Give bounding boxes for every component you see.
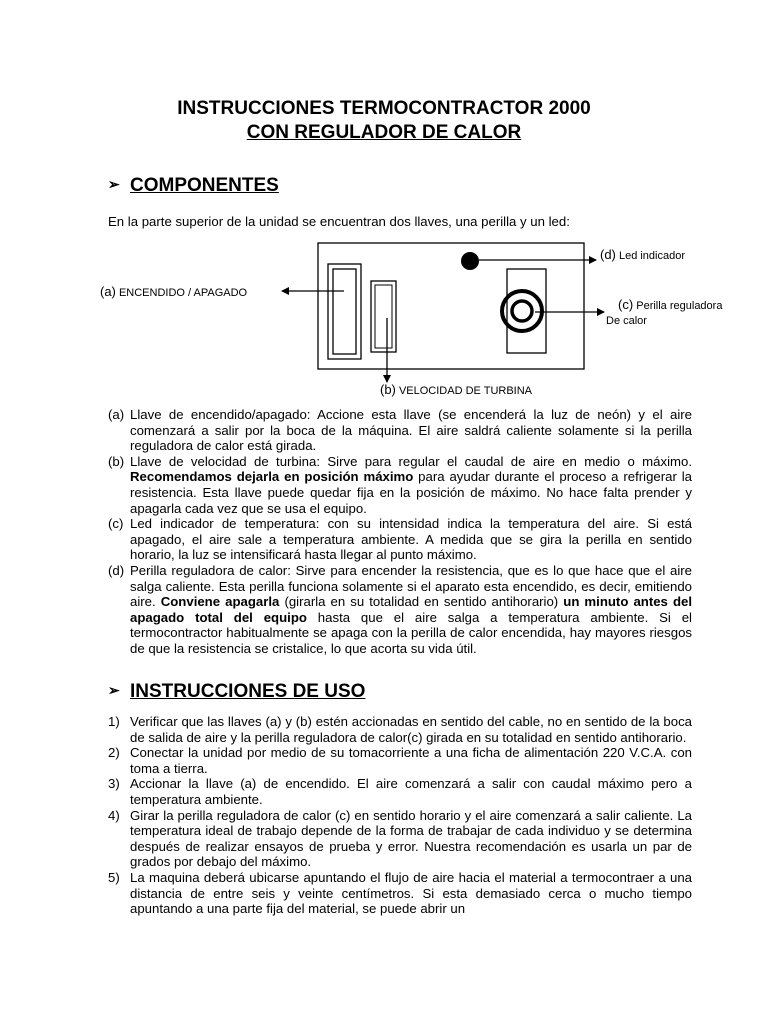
component-item bbox=[108, 563, 692, 657]
knob-housing-icon bbox=[507, 269, 546, 353]
body-text: (girarla en su totalidad en sentido antihorario) bbox=[279, 594, 564, 610]
body-text: hasta que el aire salga a temperatura ambiente. Si el termocontractor habitualmente se apaga con la perilla de calor encendida, hay mayores riesgos de que la resistencia se cristalice, lo que acorta su vida útil. bbox=[130, 609, 692, 656]
body-text: Girar la perilla reguladora de calor (c) en sentido horario y el aire comenzará a salir caliente. La temperatura ideal de trabajo depende de la forma de trabajar de cada individuo y se determina después de realizar ensayos de prueba y error. Nuestra recomendación es usarla un par de grados por debajo del máximo. bbox=[130, 807, 692, 870]
list-marker: 1) bbox=[108, 714, 120, 729]
usage-step bbox=[108, 870, 692, 917]
list-marker: 4) bbox=[108, 807, 120, 823]
section-heading-components bbox=[108, 173, 279, 197]
body-text: Accionar la llave (a) de encendido. El aire comenzará a salir con caudal máximo pero a temperatura ambiente. bbox=[130, 776, 692, 807]
list-marker: (d) bbox=[108, 562, 125, 578]
body-text: La maquina deberá ubicarse apuntando el flujo de aire hacia el material a termocontraer a una distancia de entre seis y veinte centímetros. Si esta demasiado cerca o mucho tiempo apuntando a una parte fija del material, se puede abrir un bbox=[130, 869, 692, 917]
list-marker: (a) bbox=[108, 407, 125, 422]
body-text: Llave de velocidad de turbina: Sirve para regular el caudal de aire en medio o máximo. bbox=[130, 453, 692, 469]
section-heading-usage bbox=[108, 679, 365, 703]
arrow-bullet-icon: ➢ bbox=[108, 682, 120, 698]
arrow-bullet-icon: ➢ bbox=[108, 176, 120, 192]
switch-b-icon bbox=[371, 281, 396, 352]
section-heading-text: INSTRUCCIONES DE USO bbox=[130, 681, 366, 702]
section-heading-text: COMPONENTES bbox=[130, 175, 279, 196]
diagram-label-b: (b) VELOCIDAD DE TURBINA bbox=[380, 382, 533, 397]
usage-step bbox=[108, 745, 692, 776]
list-marker: (b) bbox=[108, 453, 125, 469]
usage-step bbox=[108, 714, 692, 745]
body-text: Llave de encendido/apagado: Accione esta llave (se encenderá la luz de neón) y el aire comenzará a salir por la boca de la máquina. El aire saldrá caliente solamente si la perilla reguladora de calor está girada. bbox=[130, 407, 692, 454]
intro-paragraph: En la parte superior de la unidad se encuentran dos llaves, una perilla y un led: bbox=[108, 214, 570, 229]
component-item bbox=[108, 454, 692, 516]
diagram-label-d: (d) Led indicador bbox=[600, 247, 686, 262]
body-text: para ayudar durante el proceso a refrigerar la resistencia. Esta llave puede quedar fija en la posición de máximo. No hace falta prender y apagarla cada vez que se usa el equipo. bbox=[130, 469, 692, 516]
diagram-label-c: (c) Perilla reguladora bbox=[618, 297, 723, 312]
component-item bbox=[108, 516, 692, 563]
list-marker: 3) bbox=[108, 776, 120, 792]
led-indicator-icon bbox=[461, 252, 479, 270]
usage-step bbox=[108, 776, 692, 807]
component-item bbox=[108, 407, 692, 454]
body-text: Led indicador de temperatura: con su intensidad indica la temperatura del aire. Si está apagado, el aire sale a temperatura ambiente. A medida que se gira la perilla en sentido horario, la luz se intensificará hasta llegar al punto máximo. bbox=[130, 516, 692, 563]
emphasis-text: un minuto antes del apagado total del equipo bbox=[130, 594, 693, 625]
knob-icon bbox=[502, 291, 542, 331]
diagram-label-c-line2: De calor bbox=[606, 315, 647, 327]
emphasis-text: Conviene apagarla bbox=[160, 594, 280, 610]
list-marker: 5) bbox=[108, 869, 120, 885]
diagram-label-a: (a) ENCENDIDO / APAGADO bbox=[100, 284, 248, 299]
control-panel-outline bbox=[318, 243, 584, 369]
body-text: Perilla reguladora de calor: Sirve para encender la resistencia, que es lo que hace que el aire salga caliente. Esta perilla funciona solamente si el aparato esta encendido, es decir, emitiendo aire. bbox=[130, 562, 692, 610]
components-list bbox=[108, 407, 692, 657]
emphasis-text: Recomendamos dejarla en posición máximo bbox=[130, 469, 414, 485]
list-marker: 2) bbox=[108, 745, 120, 761]
body-text: Verificar que las llaves (a) y (b) estén accionadas en sentido del cable, no en sentido de la boca de salida de aire y la perilla reguladora de calor(c) girada en su totalidad en sentido antihorario. bbox=[130, 714, 692, 745]
usage-step bbox=[108, 808, 692, 870]
list-marker: (c) bbox=[108, 516, 124, 532]
body-text: Conectar la unidad por medio de su tomacorriente a una ficha de alimentación 220 V.C.A. con toma a tierra. bbox=[130, 745, 692, 776]
control-panel-diagram bbox=[0, 0, 768, 420]
document-title: INSTRUCCIONES TERMOCONTRACTOR 2000 bbox=[177, 98, 591, 119]
document-subtitle: CON REGULADOR DE CALOR bbox=[246, 122, 522, 143]
switch-a-icon bbox=[328, 264, 361, 359]
usage-steps-list bbox=[108, 714, 692, 917]
